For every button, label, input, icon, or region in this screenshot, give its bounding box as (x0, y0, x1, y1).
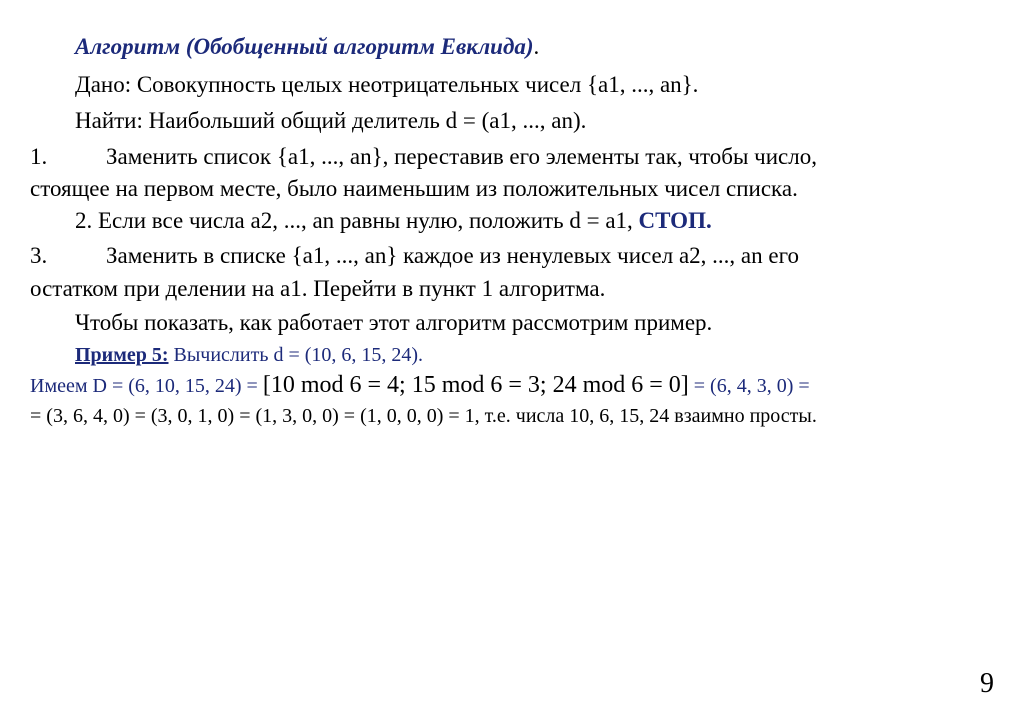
step1-number: 1. (30, 144, 48, 169)
given-line: Дано: Совокупность целых неотрицательных чисел {a1, ..., an}. (75, 72, 699, 97)
example-task: Вычислить d = (10, 6, 15, 24). (168, 344, 424, 366)
algorithm-title: Алгоритм (Обобщенный алгоритм Евклида) (75, 34, 534, 59)
example-label: Пример 5: (75, 344, 169, 366)
find-line: Найти: Наибольший общий делитель d = (a1, ..., an). (75, 108, 587, 133)
solution-line1-start: Имеем D = (6, 10, 15, 24) = (30, 375, 263, 397)
page-number: 9 (980, 668, 994, 699)
step2-text: 2. Если все числа a2, ..., an равны нулю, положить d = a1, (75, 208, 639, 233)
solution-line1-end: = (6, 4, 3, 0) = (688, 375, 810, 397)
solution-line2: = (3, 6, 4, 0) = (3, 0, 1, 0) = (1, 3, 0, 0) = (1, 0, 0, 0) = 1, т.е. числа 10, 6, 15, 24 взаимно просты. (30, 405, 817, 427)
algorithm-title-line (75, 34, 539, 60)
stop-word: СТОП. (638, 208, 712, 233)
step3-line1 (30, 243, 799, 269)
intro-line: Чтобы показать, как работает этот алгоритм рассмотрим пример. (75, 310, 713, 335)
solution-line1 (30, 372, 810, 399)
step2-line (75, 208, 712, 234)
title-period: . (533, 34, 540, 59)
step3-text-line1: Заменить в списке {a1, ..., an} каждое из ненулевых чисел a2, ..., an его (106, 243, 799, 268)
step1-text-line1: Заменить список {a1, ..., an}, переставив его элементы так, чтобы число, (106, 144, 817, 169)
solution-mod-bracket: [10 mod 6 = 4; 15 mod 6 = 3; 24 mod 6 = 0] (262, 372, 689, 398)
step3-number: 3. (30, 243, 48, 268)
example-line (75, 344, 423, 367)
step1-line1 (30, 144, 817, 170)
step3-line2: остатком при делении на a1. Перейти в пункт 1 алгоритма. (30, 276, 606, 301)
step1-line2: стоящее на первом месте, было наименьшим из положительных чисел списка. (30, 176, 798, 201)
